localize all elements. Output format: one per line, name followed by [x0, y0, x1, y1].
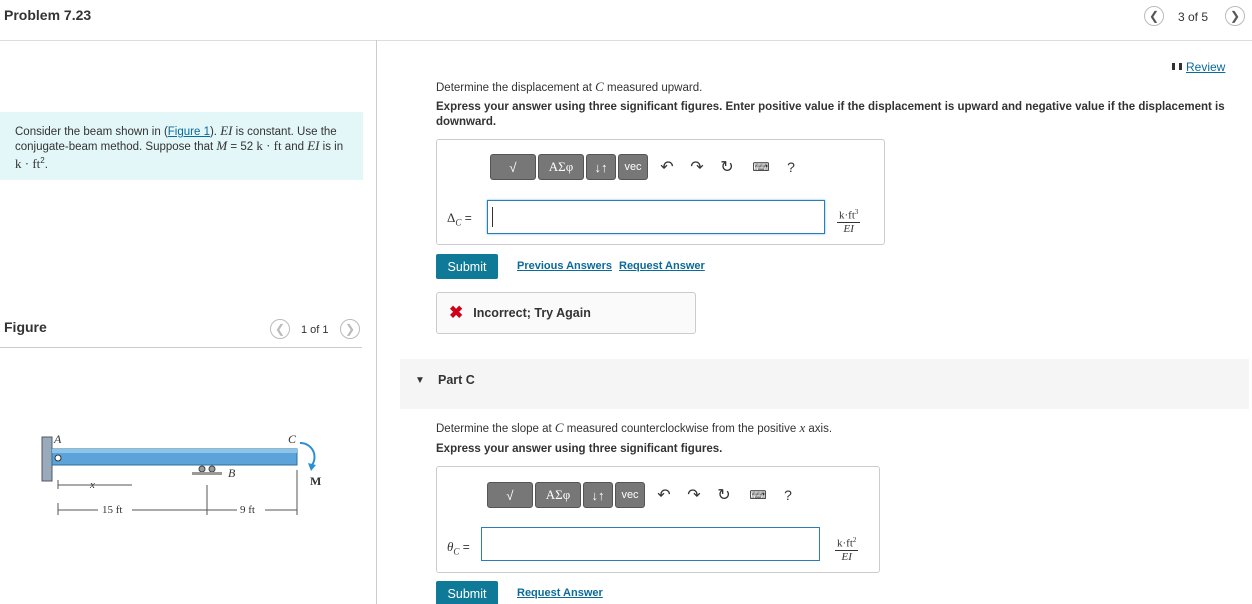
- partb-request-answer-link[interactable]: Request Answer: [619, 260, 705, 272]
- feedback-box: [436, 292, 696, 334]
- dim-9ft: 9 ft: [240, 504, 255, 516]
- partb-unit: $\frac{k\cdot ft^3}{EI}$: [839, 208, 859, 235]
- vec-button[interactable]: vec: [618, 154, 648, 180]
- undo-icon[interactable]: ↶: [657, 487, 671, 504]
- review-icon: [1172, 63, 1182, 70]
- chevron-left-icon: ❮: [1148, 9, 1160, 23]
- redo-icon[interactable]: ↷: [690, 159, 704, 176]
- figure-divider: [0, 347, 362, 348]
- problem-pager: 3 of 5: [1178, 10, 1209, 24]
- pin-end: [55, 455, 61, 461]
- keyboard-icon[interactable]: ⌨: [749, 488, 767, 502]
- arrows-button[interactable]: [583, 482, 613, 508]
- partc-toolbar: [487, 482, 801, 508]
- undo-icon[interactable]: ↶: [660, 159, 674, 176]
- moment-arrow: [300, 443, 315, 465]
- partc-instruction: Express your answer using three significant figures.: [436, 443, 723, 455]
- templates-button[interactable]: [490, 154, 536, 180]
- beam-highlight: [52, 449, 297, 453]
- sqrt-icon: √: [509, 159, 517, 175]
- partc-header[interactable]: [400, 359, 1249, 409]
- next-figure-button[interactable]: [340, 319, 360, 339]
- roller: [209, 466, 215, 472]
- partb-submit-button[interactable]: Submit: [436, 254, 498, 279]
- figure-heading: Figure: [4, 319, 47, 335]
- figure-link[interactable]: Figure 1: [167, 126, 210, 138]
- label-b: B: [228, 466, 236, 480]
- next-problem-button[interactable]: [1225, 6, 1245, 26]
- partc-variable: $\theta_C$ =: [447, 539, 470, 557]
- sqrt-icon: √: [506, 487, 514, 503]
- templates-button[interactable]: [487, 482, 533, 508]
- reset-icon[interactable]: ↻: [717, 487, 731, 504]
- previous-answers-link[interactable]: Previous Answers: [517, 260, 612, 272]
- roller-ground: [192, 472, 222, 475]
- label-a: A: [54, 432, 62, 446]
- greek-button[interactable]: ΑΣφ: [538, 154, 584, 180]
- roller: [199, 466, 205, 472]
- reset-icon[interactable]: ↻: [720, 159, 734, 176]
- redo-icon[interactable]: ↷: [687, 487, 701, 504]
- dim-15ft: 15 ft: [102, 504, 123, 516]
- review-link[interactable]: Review: [1172, 60, 1225, 74]
- problem-title: Problem 7.23: [4, 7, 92, 23]
- chevron-right-icon: ❯: [1229, 9, 1241, 23]
- partc-unit: $\frac{k\cdot ft^2}{EI}$: [837, 536, 857, 563]
- prev-problem-button[interactable]: [1144, 6, 1164, 26]
- help-button[interactable]: ?: [784, 487, 792, 503]
- vec-button[interactable]: vec: [615, 482, 645, 508]
- label-c: C: [288, 432, 297, 446]
- label-m: M: [310, 474, 322, 488]
- label-x: x: [90, 479, 95, 491]
- chevron-right-icon: ❯: [344, 322, 356, 336]
- partb-answer-box: [436, 139, 885, 245]
- help-button[interactable]: ?: [787, 159, 795, 175]
- problem-statement: Consider the beam shown in (Figure 1). EI is constant. Use the conjugate-beam method. Suppose that M = 52 k · ft and EI is in $k \cdot ft^2$.: [0, 112, 363, 180]
- partc-label: Part C: [438, 373, 475, 387]
- partc-submit-button[interactable]: Submit: [436, 581, 498, 604]
- partb-question: Determine the displacement at C measured upward.: [436, 79, 703, 94]
- prev-figure-button[interactable]: [270, 319, 290, 339]
- partb-toolbar: [490, 154, 804, 180]
- partb-instruction: Express your answer using three significant figures. Enter positive value if the displacement is upward and negative value if the displacement is downward.: [436, 101, 1225, 128]
- partc-request-answer-link[interactable]: Request Answer: [517, 587, 603, 599]
- chevron-left-icon: ❮: [274, 322, 286, 336]
- arrows-button[interactable]: [586, 154, 616, 180]
- beam-figure: [30, 425, 340, 525]
- partc-answer-input[interactable]: [481, 527, 820, 561]
- feedback-message: Incorrect; Try Again: [473, 306, 591, 320]
- updown-arrows-icon: ↓↑: [594, 159, 608, 175]
- incorrect-icon: ✖: [449, 303, 464, 322]
- pane-divider[interactable]: [376, 40, 377, 604]
- moment-arrowhead: [308, 463, 316, 471]
- figure-pager: 1 of 1: [301, 324, 329, 336]
- fixed-support: [42, 437, 52, 481]
- header-divider: [0, 40, 1252, 41]
- partc-answer-box: [436, 466, 880, 573]
- greek-button[interactable]: ΑΣφ: [535, 482, 581, 508]
- updown-arrows-icon: ↓↑: [591, 487, 605, 503]
- partb-variable: $\Delta_C$ =: [447, 210, 472, 228]
- keyboard-icon[interactable]: ⌨: [752, 160, 770, 174]
- partc-question: Determine the slope at C measured counterclockwise from the positive x axis.: [436, 420, 833, 435]
- text-caret: [492, 207, 493, 227]
- collapse-triangle-icon: ▼: [415, 375, 425, 386]
- partb-answer-input[interactable]: [487, 200, 825, 234]
